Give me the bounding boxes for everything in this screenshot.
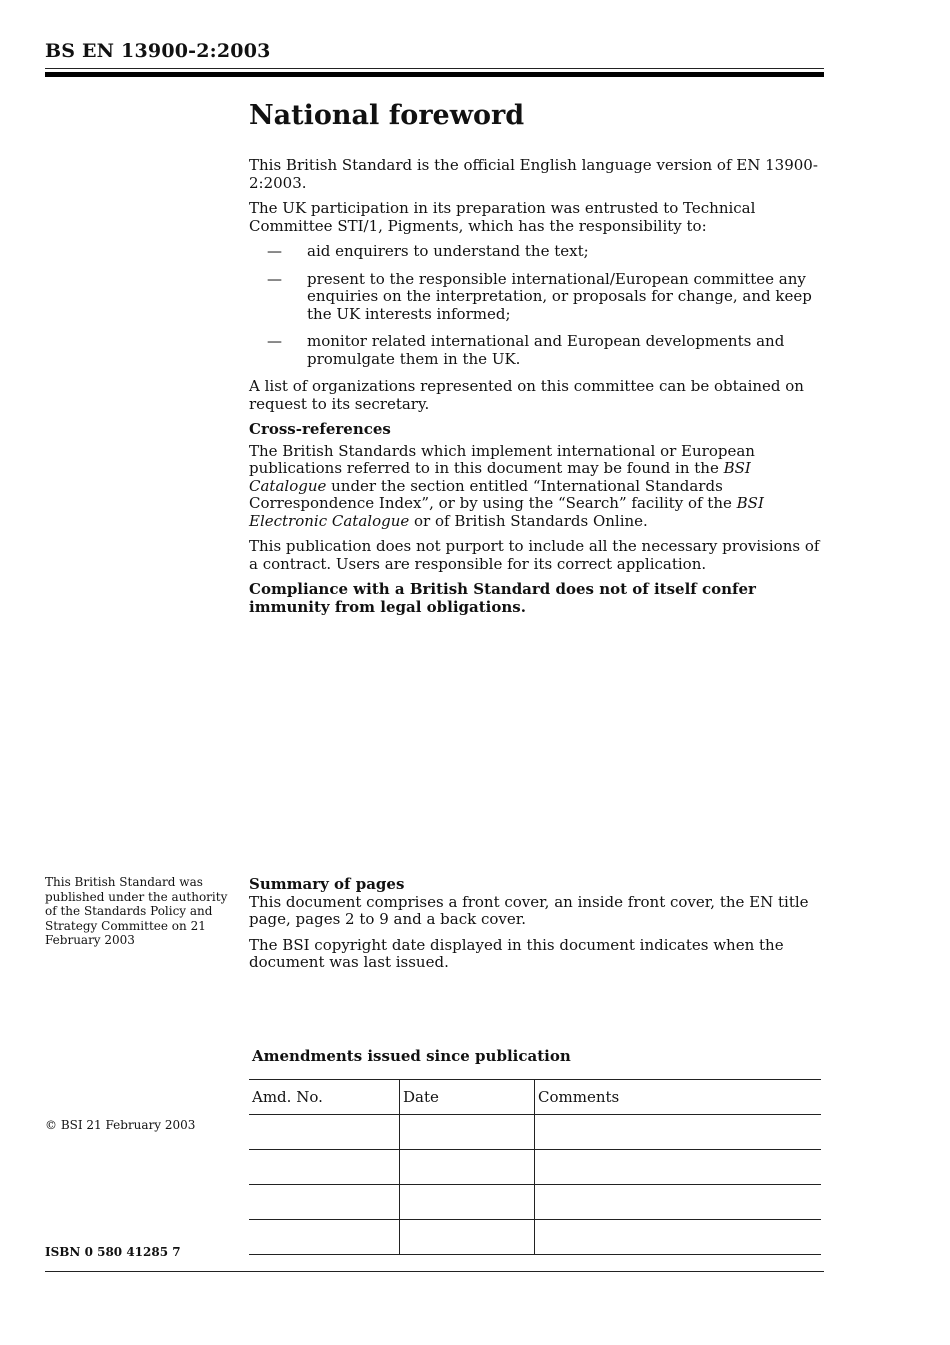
em-dash-marker: — [267, 269, 282, 288]
summary-paragraph-2: The BSI copyright date displayed in this document indicates when the document was last issued. [249, 935, 784, 971]
table-cell [535, 1150, 822, 1185]
list-item [249, 333, 829, 368]
em-dash-marker: — [267, 332, 282, 350]
table-cell [400, 1185, 535, 1220]
column-header-date: Date [400, 1080, 535, 1115]
table-header-row [249, 1080, 821, 1115]
table-cell [400, 1115, 535, 1150]
header-rule-thin [45, 68, 824, 69]
table-row [249, 1220, 821, 1255]
responsibility-list [249, 243, 829, 368]
amendments-title: Amendments issued since publication [252, 1047, 571, 1065]
table-cell [535, 1220, 822, 1255]
table-cell [535, 1185, 822, 1220]
table-row [249, 1150, 821, 1185]
table-cell [249, 1150, 400, 1185]
footer-rule [45, 1271, 824, 1272]
table-cell [249, 1185, 400, 1220]
isbn: ISBN 0 580 41285 7 [45, 1245, 181, 1259]
foreword-paragraph-2: The UK participation in its preparation was entrusted to Technical Committee STI/1, Pigments, which has the responsibility to: [249, 199, 756, 235]
compliance-statement: Compliance with a British Standard does not of itself confer immunity from legal obligations. [249, 580, 756, 616]
foreword-paragraph-3: A list of organizations represented on this committee can be obtained on request to its secretary. [249, 377, 804, 413]
table-cell [400, 1220, 535, 1255]
document-code: BS EN 13900-2:2003 [45, 40, 271, 62]
table-cell [535, 1115, 822, 1150]
column-header-comments: Comments [535, 1080, 822, 1115]
summary-heading: Summary of pages [249, 875, 405, 893]
publication-note: This British Standard was published under the authority of the Standards Policy and Strategy Committee on 21 February 2003 [45, 875, 228, 948]
foreword-body [249, 157, 829, 624]
bsi-electronic-catalogue-title: BSI Electronic Catalogue [249, 494, 764, 530]
page-title: National foreword [249, 100, 525, 131]
copyright-notice: © BSI 21 February 2003 [45, 1118, 196, 1132]
xref-text-2: under the section entitled “International Standards Correspondence Index”, or by using the “Search” facility of the [249, 476, 737, 512]
em-dash-marker: — [267, 242, 282, 260]
cross-references-heading: Cross-references [249, 420, 391, 438]
list-item-text: present to the responsible international/European committee any enquiries on the interpretation, or proposals for change, and keep the UK interests informed; [307, 269, 812, 323]
table-row [249, 1115, 821, 1150]
summary-paragraph-1: This document comprises a front cover, an inside front cover, the EN title page, pages 2 to 9 and a back cover. [249, 892, 809, 928]
table-row [249, 1185, 821, 1220]
xref-text-1: The British Standards which implement international or European publications referred to in this document may be found in the [249, 441, 755, 477]
list-item [249, 271, 829, 324]
column-header-amd-no: Amd. No. [249, 1080, 400, 1115]
table-cell [249, 1115, 400, 1150]
foreword-paragraph-4: This publication does not purport to include all the necessary provisions of a contract. Users are responsible for its correct application. [249, 537, 820, 573]
foreword-paragraph-1: This British Standard is the official English language version of EN 13900-2:2003. [249, 156, 818, 192]
list-item-text: aid enquirers to understand the text; [307, 242, 589, 260]
list-item-text: monitor related international and European developments and promulgate them in the UK. [307, 332, 785, 368]
amendments-table [249, 1079, 821, 1255]
table-cell [400, 1150, 535, 1185]
summary-of-pages [249, 876, 829, 980]
list-item [249, 243, 829, 261]
header-rule-thick [45, 72, 824, 77]
bsi-catalogue-title: BSI Catalogue [249, 459, 751, 495]
table-cell [249, 1220, 400, 1255]
xref-text-3: or of British Standards Online. [409, 511, 648, 530]
cross-references-paragraph [249, 443, 829, 531]
